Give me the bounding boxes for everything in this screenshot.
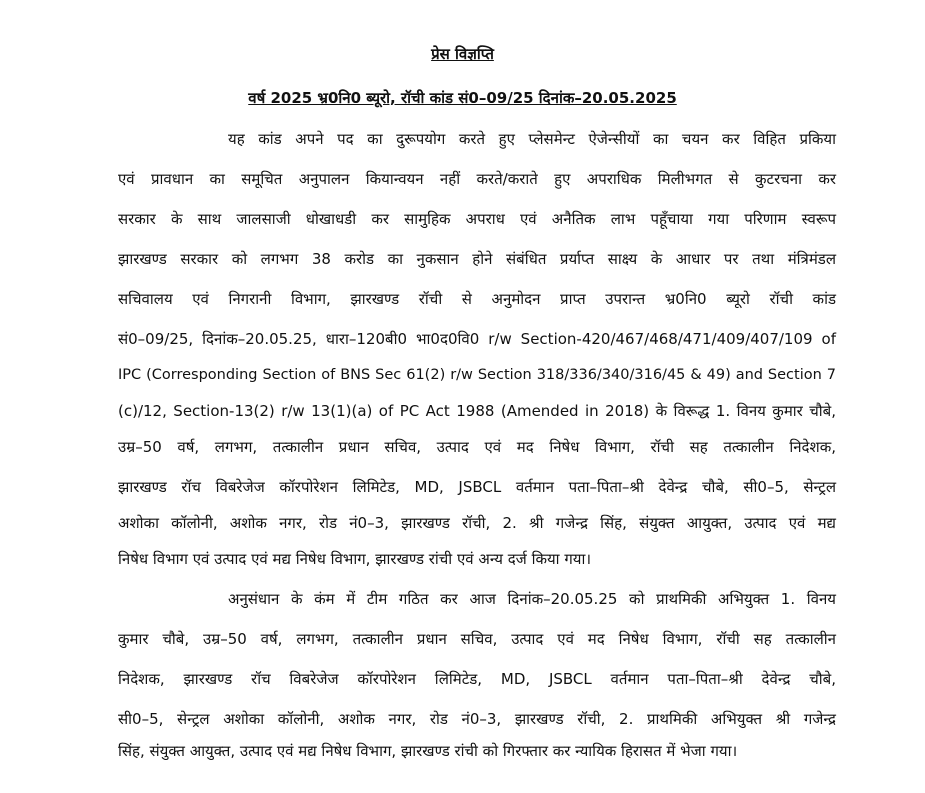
paragraph-1-line: (c)/12, Section-13(2) r/w 13(1)(a) of PC Act 1988 (Amended in 2018) के विरूद्ध 1. विनय कुमार चौबे,	[118, 402, 836, 420]
paragraph-1-line: उम्र–50 वर्ष, लगभग, तत्कालीन प्रधान सचिव, उत्पाद एवं मद निषेध विभाग, रॉची सह तत्कालीन निदेशक,	[118, 438, 836, 456]
paragraph-2-line: अनुसंधान के कंम में टीम गठित कर आज दिनांक–20.05.25 को प्राथमिकी अभियुक्त 1. विनय	[228, 590, 836, 608]
paragraph-1-line: सं0–09/25, दिनांक–20.05.25, धारा–120बी0 भा0द0वि0 r/w Section-420/467/468/471/409/407/109 of	[118, 330, 836, 348]
paragraph-1-line: अशोका कॉलोनी, अशोक नगर, रोड नं0–3, झारखण्ड रॉची, 2. श्री गजेन्द्र सिंह, संयुक्त आयुक्त, उत्पाद एवं मद्य	[118, 514, 836, 532]
paragraph-1-line: यह कांड अपने पद का दुरूपयोग करते हुए प्लेसमेन्ट ऐजेन्सीयों का चयन कर विहित प्रकिया	[228, 130, 836, 148]
paragraph-1-line: झारखण्ड रॉच विबरेजेज कॉरपोरेशन लिमिटेड, MD, JSBCL वर्तमान पता–पिता–श्री देवेन्द्र चौबे, सी0–5, सेन्ट्रल	[118, 478, 836, 496]
paragraph-2-line: निदेशक, झारखण्ड रॉच विबरेजेज कॉरपोरेशन लिमिटेड, MD, JSBCL वर्तमान पता–पिता–श्री देवेन्द्र चौबे,	[118, 670, 836, 688]
paragraph-1-line: निषेध विभाग एवं उत्पाद एवं मद्य निषेध विभाग, झारखण्ड रांची एवं अन्य दर्ज किया गया।	[118, 550, 592, 568]
paragraph-2-line: सिंह, संयुक्त आयुक्त, उत्पाद एवं मद्य निषेध विभाग, झारखण्ड रांची को गिरफ्तार कर न्यायिक हिरासत में भेजा गया।	[118, 742, 738, 760]
paragraph-1-line: झारखण्ड सरकार को लगभग 38 करोड का नुकसान होने संबंधित प्रर्याप्त साक्ष्य के आधार पर तथा मंत्रिमंडल	[118, 250, 836, 268]
page-title: प्रेस विज्ञप्ति	[431, 45, 494, 63]
case-reference-heading: वर्ष 2025 भ्र0नि0 ब्यूरो, रॉची कांड सं0–09/25 दिनांक–20.05.2025	[248, 89, 677, 107]
paragraph-2-line: कुमार चौबे, उम्र–50 वर्ष, लगभग, तत्कालीन प्रधान सचिव, उत्पाद एवं मद निषेध विभाग, रॉची सह तत्कालीन	[118, 630, 836, 648]
paragraph-1-line: सरकार के साथ जालसाजी धोखाधडी कर सामुहिक अपराध एवं अनैतिक लाभ पहूँचाया गया परिणाम स्वरूप	[118, 210, 836, 228]
paragraph-2-line: सी0–5, सेन्ट्रल अशोका कॉलोनी, अशोक नगर, रोड नं0–3, झारखण्ड रॉची, 2. प्राथमिकी अभियुक्त श्री गजेन्द्र	[118, 710, 836, 728]
paragraph-1-line: IPC (Corresponding Section of BNS Sec 61(2) r/w Section 318/336/340/316/45 & 49) and Section 7	[118, 367, 836, 383]
paragraph-1-line: एवं प्रावधान का समूचित अनुपालन कियान्वयन नहीं करते/कराते हुए अपराधिक मिलीभगत से कुटरचना कर	[118, 170, 836, 188]
paragraph-1-line: सचिवालय एवं निगरानी विभाग, झारखण्ड रॉची से अनुमोदन प्राप्त उपरान्त भ्र0नि0 ब्यूरो रॉची कांड	[118, 290, 836, 308]
